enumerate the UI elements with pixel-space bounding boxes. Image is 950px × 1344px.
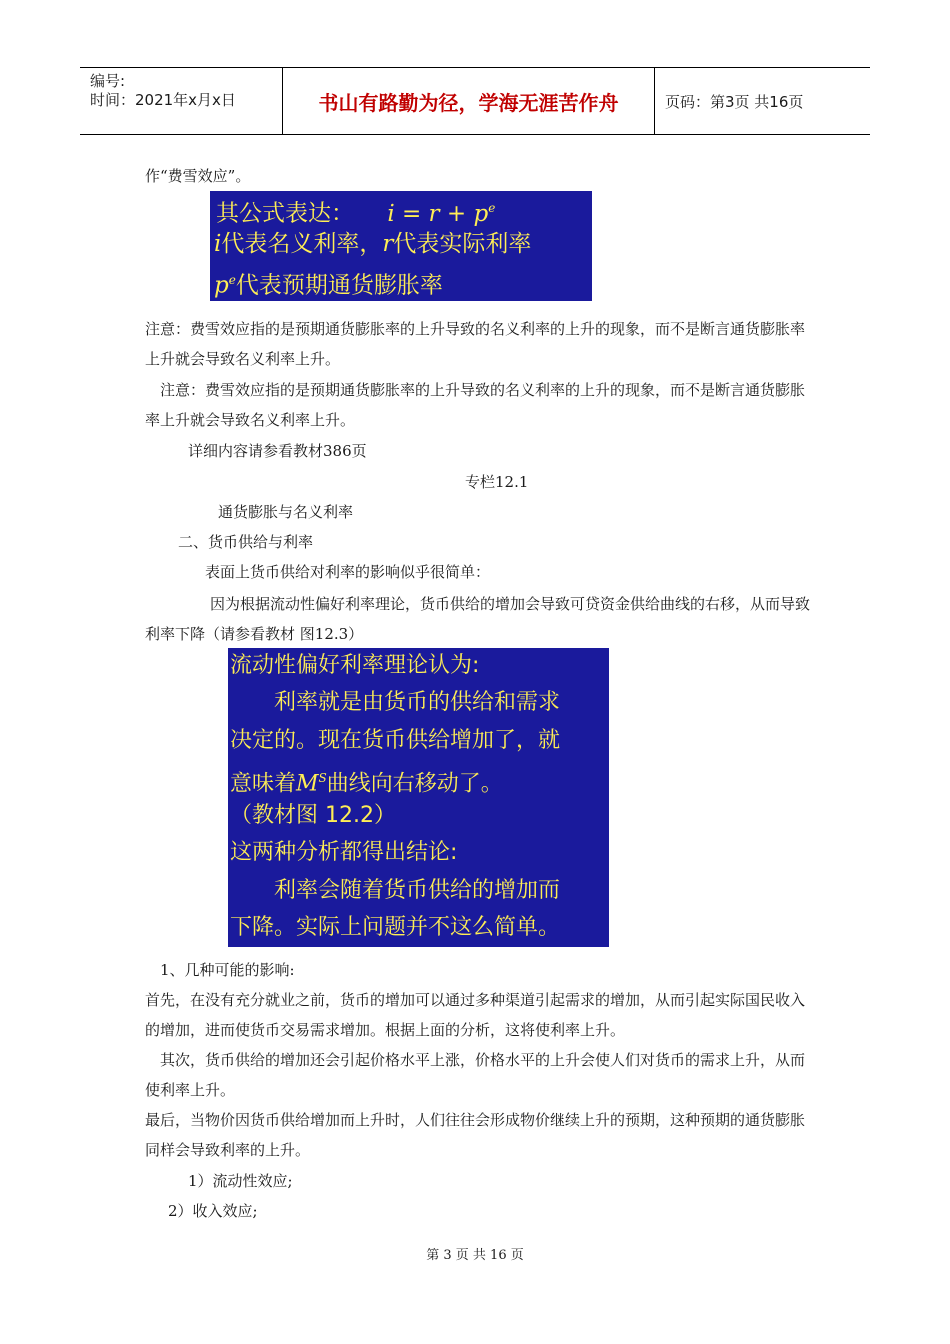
header-motto: 书山有路勤为径，学海无涯苦作舟 bbox=[282, 68, 655, 134]
liquidity-effect-item: 1）流动性效应; bbox=[188, 1172, 293, 1190]
page-footer: 第 3 页 共 16 页 bbox=[426, 1248, 524, 1263]
income-effect-item: 2）收入效应; bbox=[168, 1202, 258, 1220]
finally-paragraph: 最后，当物价因货币供给增加而上升时，人们往往会形成物价继续上升的预期，这种预期的通货膨胀同样会导致利率的上升。 bbox=[145, 1111, 806, 1159]
column-subtitle: 通货膨胀与名义利率 bbox=[218, 503, 354, 521]
slide-line-1: 流动性偏好利率理论认为: bbox=[230, 653, 480, 678]
formula-slide-line-1: 其公式表达： $i = r + p^e$ bbox=[216, 200, 496, 227]
section-heading-money-supply: 二、货币供给与利率 bbox=[178, 533, 314, 551]
because-paragraph: 因为根据流动性偏好利率理论，货币供给的增加会导致可贷资金供给曲线的右移，从而导致利率下降（请参看教材 图12.3） bbox=[145, 595, 811, 643]
header-page-label: 页码：第3页 共16页 bbox=[665, 92, 804, 111]
page-header bbox=[80, 67, 870, 135]
column-title: 专栏12.1 bbox=[465, 473, 529, 491]
slide-line-8: 下降。实际上问题并不这么简单。 bbox=[230, 915, 561, 940]
note-paragraph-2: 注意：费雪效应指的是预期通货膨胀率的上升导致的名义利率的上升的现象，而不是断言通货膨胀率上升就会导致名义利率上升。 bbox=[145, 381, 806, 429]
slide-line-5: （教材图 12.2） bbox=[230, 803, 396, 828]
formula-slide-line-2: i代表名义利率，r代表实际利率 bbox=[214, 231, 532, 257]
note-paragraph-1: 注意：费雪效应指的是预期通货膨胀率的上升导致的名义利率的上升的现象，而不是断言通货膨胀率上升就会导致名义利率上升。 bbox=[145, 320, 806, 368]
document-number-label: 编号: bbox=[90, 72, 126, 90]
slide-line-6: 这两种分析都得出结论: bbox=[230, 840, 458, 865]
second-paragraph: 其次，货币供给的增加还会引起价格水平上涨，价格水平的上升会使人们对货币的需求上升，从而使利率上升。 bbox=[145, 1051, 806, 1099]
document-time-label: 时间：2021年x月x日 bbox=[90, 91, 236, 109]
liquidity-theory-slide-image bbox=[228, 648, 609, 947]
formula-slide-image bbox=[210, 191, 592, 301]
see-textbook-line: 详细内容请参看教材386页 bbox=[188, 442, 367, 460]
surface-paragraph: 表面上货币供给对利率的影响似乎很简单： bbox=[205, 563, 491, 581]
fisher-effect-line: 作“费雪效应”。 bbox=[145, 167, 251, 185]
first-paragraph: 首先，在没有充分就业之前，货币的增加可以通过多种渠道引起需求的增加，从而引起实际国民收入的增加，进而使货币交易需求增加。根据上面的分析，这将使利率上升。 bbox=[145, 991, 806, 1039]
header-left bbox=[80, 68, 282, 134]
possible-effects-heading: 1、几种可能的影响: bbox=[160, 961, 295, 979]
formula-slide-line-3: $p^e$代表预期通货膨胀率 bbox=[214, 272, 443, 299]
slide-line-7: 利率会随着货币供给的增加而 bbox=[274, 878, 561, 903]
slide-line-2: 利率就是由货币的供给和需求 bbox=[274, 690, 561, 715]
slide-line-3: 决定的。现在货币供给增加了，就 bbox=[230, 728, 561, 753]
slide-line-4: 意味着$M^S$曲线向右移动了。 bbox=[230, 771, 503, 797]
